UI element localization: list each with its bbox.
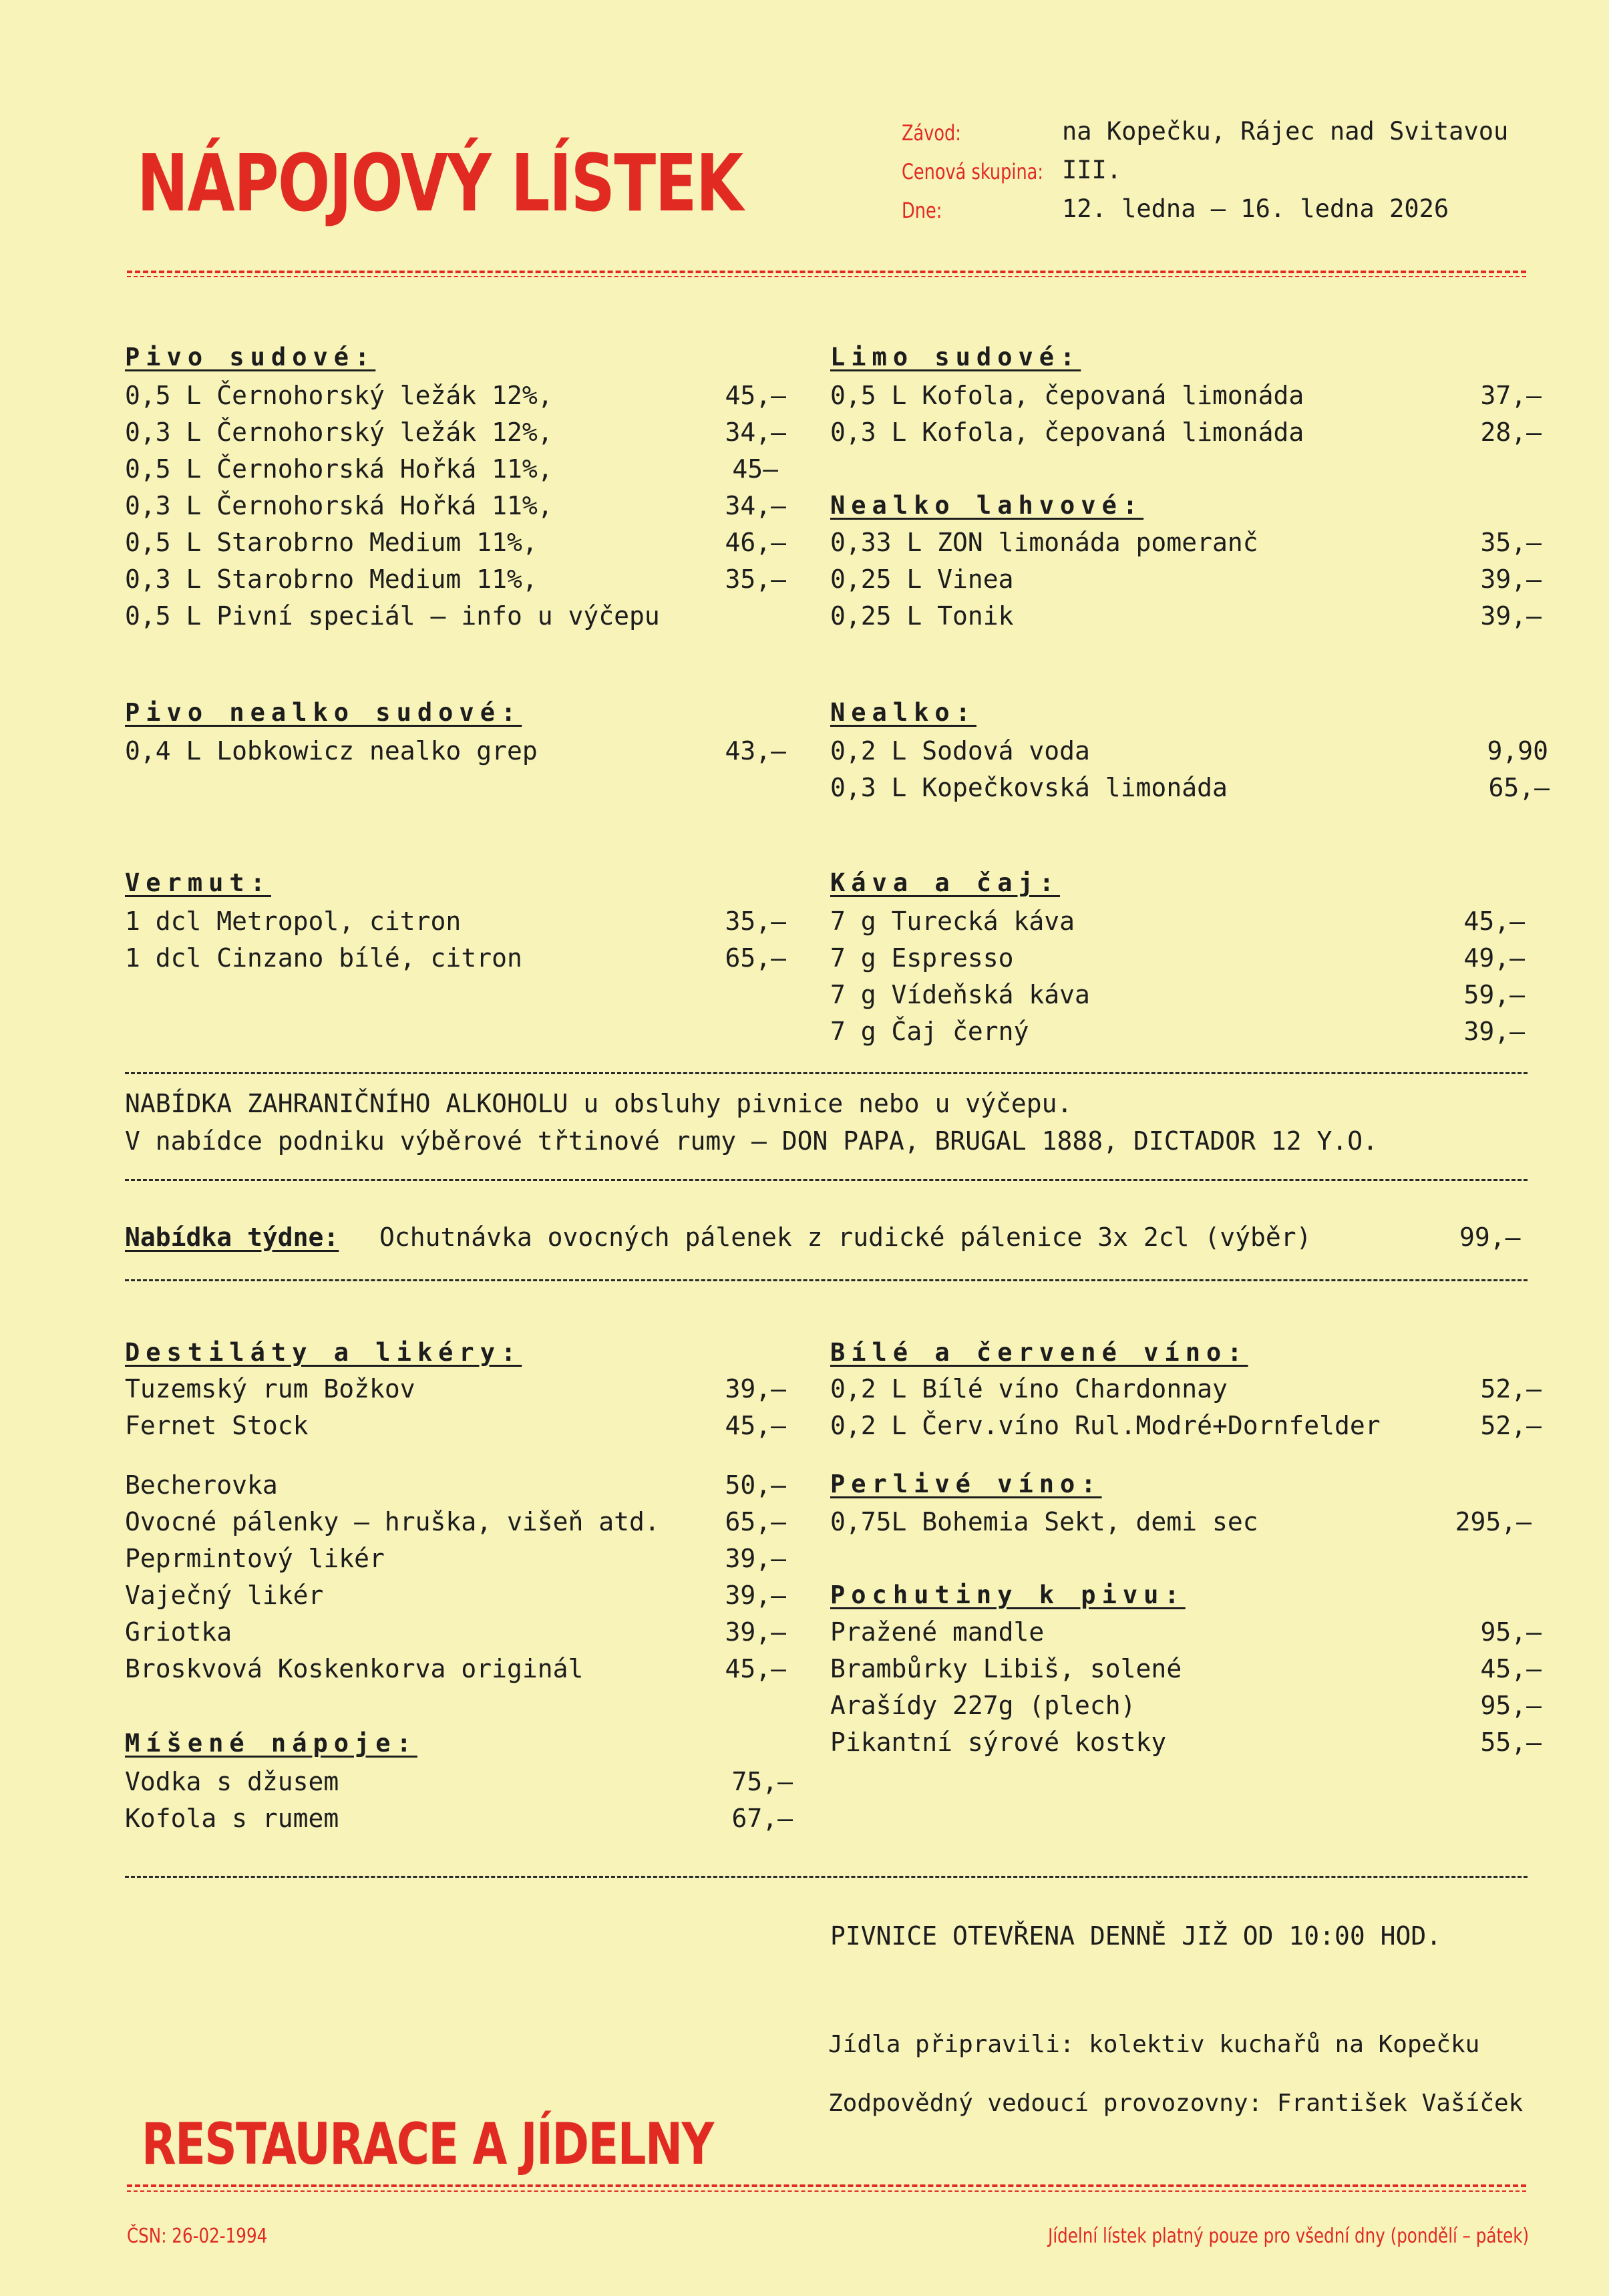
section-title-draft-beer: Pivo sudové:	[125, 343, 376, 371]
divider	[125, 1279, 1528, 1281]
list-item: Fernet Stock 45,–	[125, 1411, 786, 1440]
header-price-group: III.	[1062, 156, 1122, 184]
list-item: 0,3 L Černohorský ležák 12%, 34,–	[125, 418, 786, 447]
section-title-mixed-drinks: Míšené nápoje:	[125, 1729, 417, 1758]
list-item: Brambůrky Libiš, solené 45,–	[830, 1654, 1542, 1683]
header-date: 12. ledna – 16. ledna 2026	[1062, 194, 1449, 223]
list-item: 0,25 L Tonik 39,–	[830, 601, 1542, 631]
opening-hours: PIVNICE OTEVŘENA DENNĚ JIŽ OD 10:00 HOD.	[830, 1921, 1442, 1951]
list-item: 0,5 L Černohorský ležák 12%, 45,–	[125, 381, 786, 410]
list-item: 0,5 L Černohorská Hořká 11%, 45–	[125, 454, 778, 484]
list-item: 7 g Vídeňská káva 59,–	[830, 980, 1525, 1009]
section-title-sparkling-wine: Perlivé víno:	[830, 1470, 1102, 1498]
list-item: 0,3 L Starobrno Medium 11%, 35,–	[125, 564, 786, 594]
list-item: Vaječný likér 39,–	[125, 1581, 786, 1610]
list-item: 7 g Turecká káva 45,–	[830, 907, 1525, 936]
header-divider	[127, 271, 1526, 273]
header-label-venue: Závod:	[902, 120, 961, 146]
week-offer-label: Nabídka týdne:	[125, 1222, 339, 1252]
list-item: 0,25 L Vinea 39,–	[830, 564, 1542, 594]
section-title-vermouth: Vermut:	[125, 868, 271, 897]
list-item: 0,3 L Kofola, čepovaná limonáda 28,–	[830, 418, 1542, 447]
list-item: 0,2 L Červ.víno Rul.Modré+Dornfelder 52,–	[830, 1411, 1542, 1440]
list-item: 0,4 L Lobkowicz nealko grep 43,–	[125, 736, 786, 766]
list-item: 0,2 L Bílé víno Chardonnay 52,–	[830, 1374, 1542, 1404]
header-divider-thin	[127, 276, 1526, 277]
list-item: 1 dcl Metropol, citron 35,–	[125, 907, 786, 936]
week-offer-text: Ochutnávka ovocných pálenek z rudické pálenice 3x 2cl (výběr)	[379, 1222, 1312, 1252]
section-title-bottled-softdrinks: Nealko lahvové:	[830, 491, 1144, 520]
section-title-softdrinks: Nealko:	[830, 698, 976, 727]
divider	[125, 1876, 1528, 1878]
section-title-draft-lemonade: Limo sudové:	[830, 343, 1081, 371]
list-item: 0,5 L Pivní speciál – info u výčepu	[125, 601, 660, 631]
section-title-snacks: Pochutiny k pivu:	[830, 1581, 1186, 1609]
list-item: 7 g Espresso 49,–	[830, 943, 1525, 973]
section-title-spirits: Destiláty a likéry:	[125, 1338, 522, 1367]
list-item: Tuzemský rum Božkov 39,–	[125, 1374, 786, 1404]
page-title: NÁPOJOVÝ LÍSTEK	[137, 137, 743, 229]
list-item: Arašídy 227g (plech) 95,–	[830, 1691, 1542, 1720]
list-item: Pražené mandle 95,–	[830, 1617, 1542, 1647]
foreign-alcohol-notice: NABÍDKA ZAHRANIČNÍHO ALKOHOLU u obsluhy pivnice nebo u výčepu.	[125, 1089, 1073, 1118]
list-item: 0,5 L Kofola, čepovaná limonáda 37,–	[830, 381, 1542, 410]
header-label-price-group: Cenová skupina:	[902, 159, 1043, 184]
manager: Zodpovědný vedoucí provozovny: František Vašíček	[828, 2090, 1524, 2117]
divider	[125, 1072, 1528, 1074]
section-title-nonalcoholic-draft-beer: Pivo nealko sudové:	[125, 698, 522, 727]
divider	[125, 1179, 1528, 1181]
list-item: 0,33 L ZON limonáda pomeranč 35,–	[830, 528, 1542, 557]
list-item: 1 dcl Cinzano bílé, citron 65,–	[125, 943, 786, 973]
list-item: 0,3 L Kopečkovská limonáda 65,–	[830, 773, 1550, 802]
validity-note: Jídelní lístek platný pouze pro všední dny (pondělí – pátek)	[1047, 2225, 1529, 2248]
list-item: Broskvová Koskenkorva originál 45,–	[125, 1654, 786, 1683]
list-item: 0,75L Bohemia Sekt, demi sec 295,–	[830, 1507, 1532, 1536]
csn-number: ČSN: 26-02-1994	[127, 2225, 268, 2248]
list-item: Ovocné pálenky – hruška, višeň atd. 65,–	[125, 1507, 786, 1536]
week-offer-price: 99,–	[1459, 1222, 1521, 1252]
footer-divider	[127, 2184, 1526, 2187]
section-title-coffee-tea: Káva a čaj:	[830, 868, 1061, 897]
list-item: Vodka s džusem 75,–	[125, 1767, 793, 1796]
section-title-wine: Bílé a červené víno:	[830, 1338, 1248, 1367]
header-label-date: Dne:	[902, 198, 942, 223]
prepared-by: Jídla připravili: kolektiv kuchařů na Kopečku	[828, 2031, 1480, 2058]
footer-divider-thin	[127, 2190, 1526, 2192]
list-item: 0,2 L Sodová voda 9,90	[830, 736, 1548, 766]
brand-name: RESTAURACE A JÍDELNY	[142, 2111, 713, 2178]
list-item: 0,5 L Starobrno Medium 11%, 46,–	[125, 528, 786, 557]
list-item: Peprmintový likér 39,–	[125, 1544, 786, 1573]
list-item: Becherovka 50,–	[125, 1470, 786, 1500]
list-item: 7 g Čaj černý 39,–	[830, 1017, 1525, 1046]
header-venue: na Kopečku, Rájec nad Svitavou	[1062, 117, 1509, 146]
list-item: Kofola s rumem 67,–	[125, 1804, 793, 1833]
list-item: 0,3 L Černohorská Hořká 11%, 34,–	[125, 491, 786, 520]
list-item: Pikantní sýrové kostky 55,–	[830, 1728, 1542, 1757]
list-item: Griotka 39,–	[125, 1617, 786, 1647]
rum-selection-notice: V nabídce podniku výběrové třtinové rumy – DON PAPA, BRUGAL 1888, DICTADOR 12 Y.O.	[125, 1126, 1378, 1156]
